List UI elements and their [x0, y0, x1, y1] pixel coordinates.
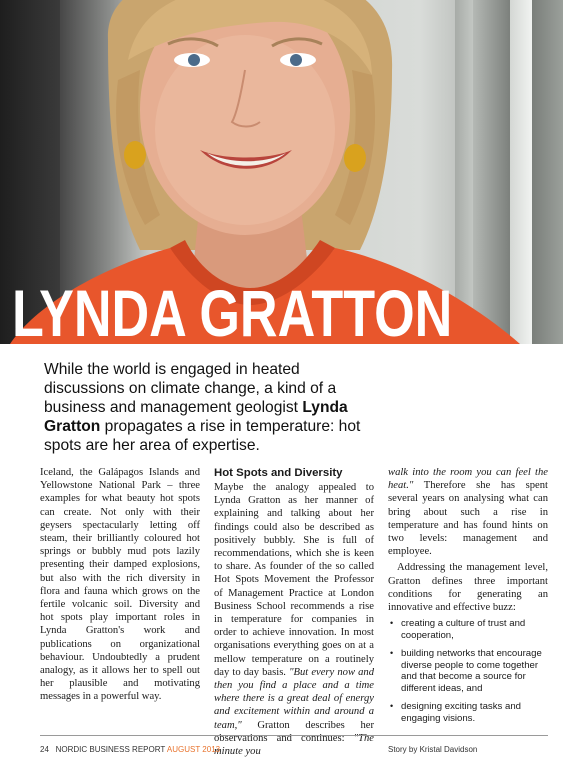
article-title: LYNDA GRATTON: [12, 276, 453, 344]
column1-paragraph: Iceland, the Galápagos Islands and Yellowstone National Park – three examples for what beauty hot spots can create. Not only with their geysers spectacularly letting off steam, their brilliantly coloured hot springs or bubbly mud pots lazily presenting their damped explosions, but also with the rich diversity in flora and fauna which grows on the fertile volcanic soil. Diversity and hot spots play important roles in Lynda Gratton's work and publications on organizational behaviour. Undoubtedly a prudent analogy, as it allows her to spell out her plausible and motivating messages in a powerful way.: [40, 467, 200, 703]
column3-paragraph: [388, 466, 548, 558]
story-credit: Story by Kristal Davidson: [388, 745, 478, 754]
list-item-text: building networks that encourage diverse people to come together and that become a source for different ideas, and: [401, 647, 542, 695]
footer-rule: [40, 735, 548, 736]
page-number: 24: [40, 745, 49, 754]
list-item-text: creating a culture of trust and cooperation,: [401, 618, 526, 642]
column3-paragraph-2: Addressing the management level, Gratton defines three important conditions for generating an innovative and effective buzz:: [388, 562, 548, 614]
intro-name: Lynda Gratton: [44, 399, 348, 435]
list-item: [388, 618, 548, 642]
column2-quote-2: "The minute you: [214, 732, 374, 758]
article-intro: [44, 360, 374, 455]
text-column-3: [388, 466, 548, 731]
list-item: [388, 648, 548, 695]
intro-tail: propagates a rise in temperature: hot spots are her area of expertise.: [44, 418, 361, 454]
issue-date: AUGUST 2013: [166, 745, 221, 754]
publication-name: NORDIC BUSINESS REPORT: [55, 745, 166, 754]
bullet-icon: •: [390, 618, 394, 629]
column3-quote: walk into the room you can feel the heat.": [388, 467, 548, 492]
column2-paragraph: [214, 481, 374, 758]
hero-photo: [0, 0, 563, 344]
bullet-icon: •: [390, 701, 394, 712]
footer-publication: [40, 745, 220, 755]
bullet-icon: •: [390, 647, 394, 658]
column3-text: Therefore she has spent several years on analysing what can bring about such a rise in temperature and has found hints on two levels: management and employee.: [388, 480, 548, 558]
column2-text-2: Gratton describes her observations and continues:: [214, 719, 374, 744]
intro-lead: While the world is engaged in heated discussions on climate change, a kind of a business and management geologist: [44, 361, 337, 416]
list-item: [388, 701, 548, 725]
list-item-text: designing exciting tasks and engaging visions.: [401, 701, 521, 724]
section-heading: Hot Spots and Diversity: [214, 467, 343, 479]
column2-text: Maybe the analogy appealed to Lynda Gratton as her manner of explaining and talking about her findings could also be described as positively bubbly. She is full of recommendations, which she is keen to share. As founder of the so called Hot Spots Movement the Professor of Management Practice at London Business School recommends a rise in temperature for companies in order to achieve innovation. In most organisations everything goes on at a mellow temperature on a routinely day to day basis.: [214, 482, 374, 678]
text-column-2: [214, 466, 374, 758]
text-column-1: [40, 466, 200, 704]
conditions-list: [388, 618, 548, 724]
column2-quote: "But every now and then you find a place and a time where there is a great deal of energy and excitement within and around a team,": [214, 666, 374, 731]
